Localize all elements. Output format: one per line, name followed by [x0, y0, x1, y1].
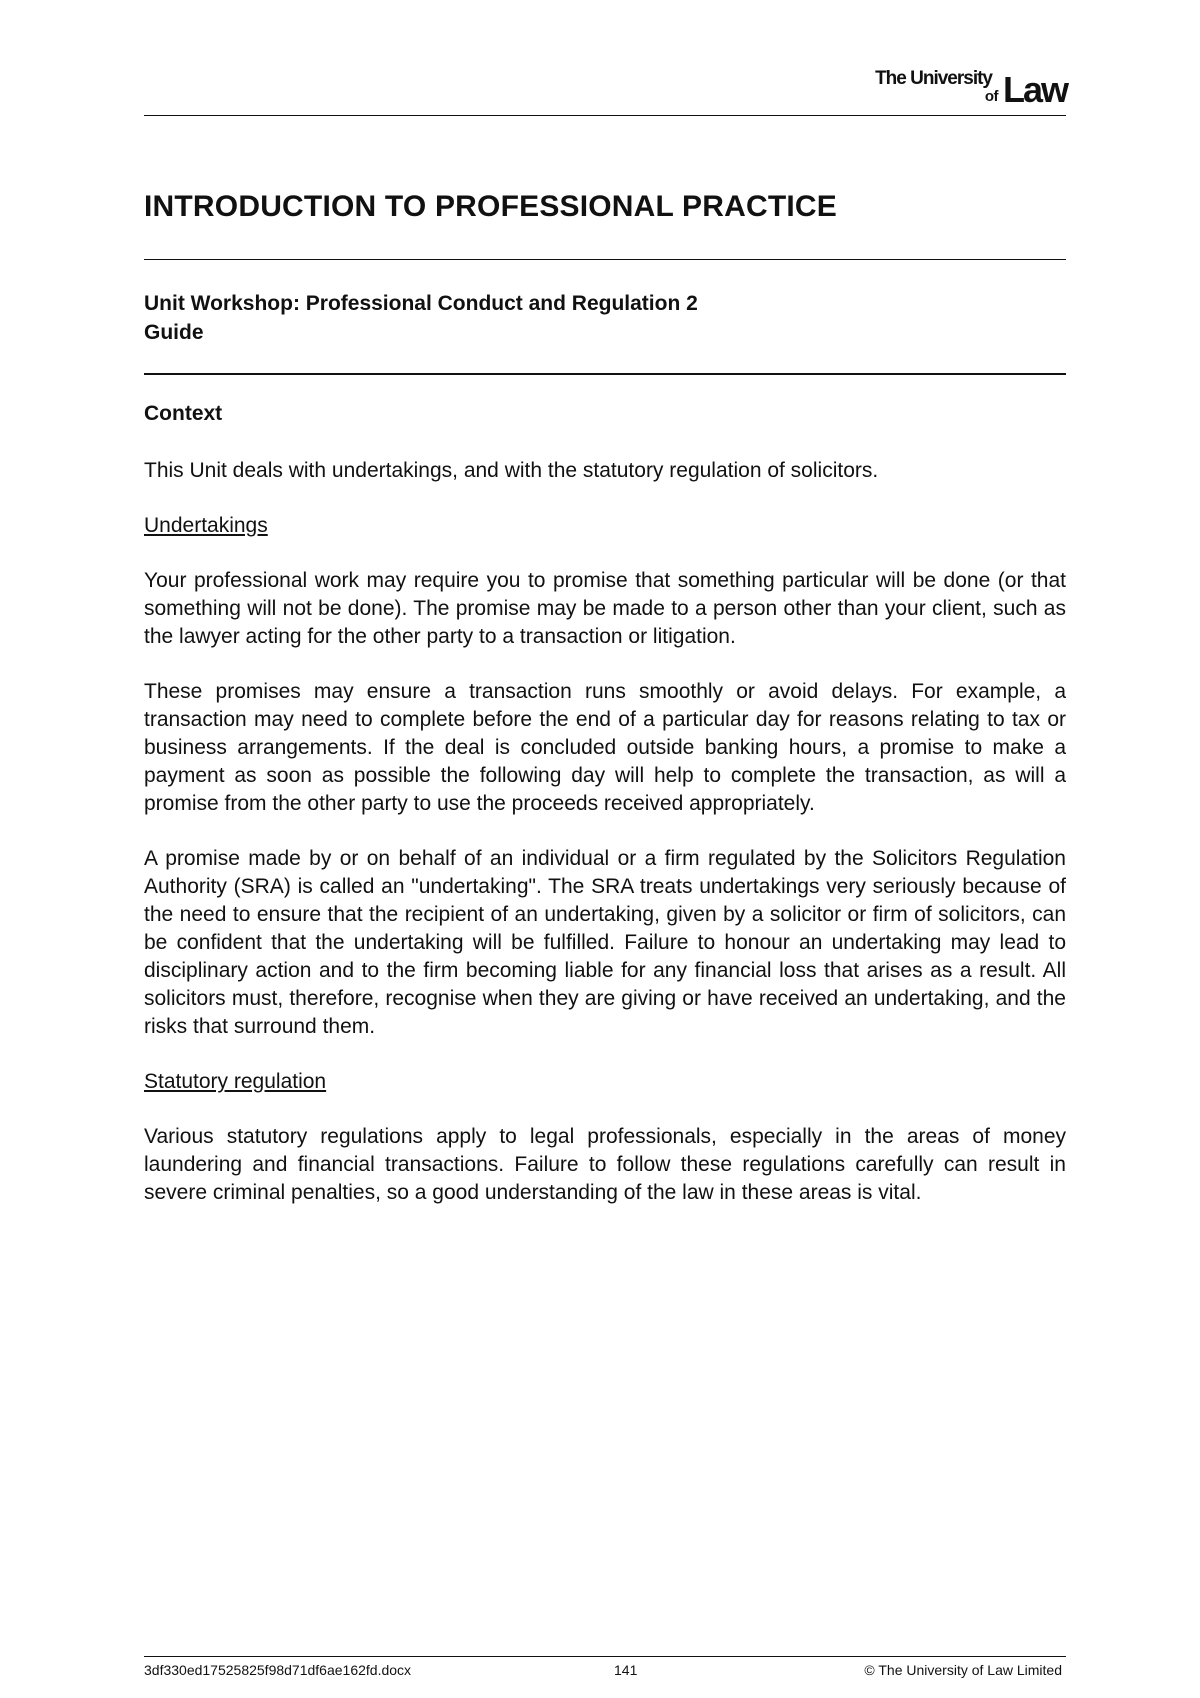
context-intro: This Unit deals with undertakings, and with the statutory regulation of solicitors.	[144, 459, 879, 482]
header-divider	[144, 115, 1066, 116]
footer-divider	[144, 1656, 1066, 1657]
logo-line-2: of	[984, 88, 998, 105]
undertakings-heading: Undertakings	[144, 514, 268, 537]
statutory-heading: Statutory regulation	[144, 1070, 327, 1093]
workshop-subtitle	[144, 289, 698, 347]
undertakings-paragraph-3: A promise made by or on behalf of an individual or a firm regulated by the Solicitors Regulation Authority (SRA) is called an "undertaking". The SRA treats undertakings very seriously because of the need to ensure that the recipient of an undertaking, given by a solicitor or firm of solicitors, can be confident that the undertaking will be fulfilled. Failure to honour an undertaking may lead to disciplinary action and to the firm becoming liable for any financial loss that arises as a result. All solicitors must, therefore, recognise when they are giving or have received an undertaking, and the risks that surround them.	[144, 847, 1066, 1038]
undertakings-paragraph-1: Your professional work may require you to promise that something particular will be done (or that something will not be done). The promise may be made to a person other than your client, such as the lawyer acting for the other party to a transaction or litigation.	[144, 569, 1066, 648]
footer-page-number: 141	[614, 1662, 638, 1678]
logo-line-1: The University	[875, 68, 992, 89]
context-heading: Context	[144, 402, 223, 425]
university-logo	[830, 64, 1070, 110]
statutory-paragraph: Various statutory regulations apply to legal professionals, especially in the areas of money laundering and financial transactions. Failure to follow these regulations carefully can result in severe criminal penalties, so a good understanding of the law in these areas is vital.	[144, 1125, 1066, 1204]
undertakings-paragraph-2: These promises may ensure a transaction runs smoothly or avoid delays. For example, a transaction may need to complete before the end of a particular day for reasons relating to tax or business arrangements. If the deal is concluded outside banking hours, a promise to make a payment as soon as possible the following day will help to complete the transaction, as will a promise from the other party to use the proceeds received appropriately.	[144, 680, 1066, 815]
subtitle-line-2: Guide	[144, 321, 204, 344]
footer-filename: 3df330ed17525825f98d71df6ae162fd.docx	[144, 1662, 412, 1678]
subtitle-divider	[144, 373, 1066, 375]
subtitle-line-1: Unit Workshop: Professional Conduct and Regulation 2	[144, 292, 698, 315]
page-title: INTRODUCTION TO PROFESSIONAL PRACTICE	[144, 190, 837, 223]
logo-word: Law	[1002, 69, 1067, 110]
page-footer	[144, 1662, 1066, 1682]
title-divider	[144, 259, 1066, 260]
footer-copyright: © The University of Law Limited	[864, 1662, 1062, 1678]
body-content	[144, 400, 1066, 1234]
